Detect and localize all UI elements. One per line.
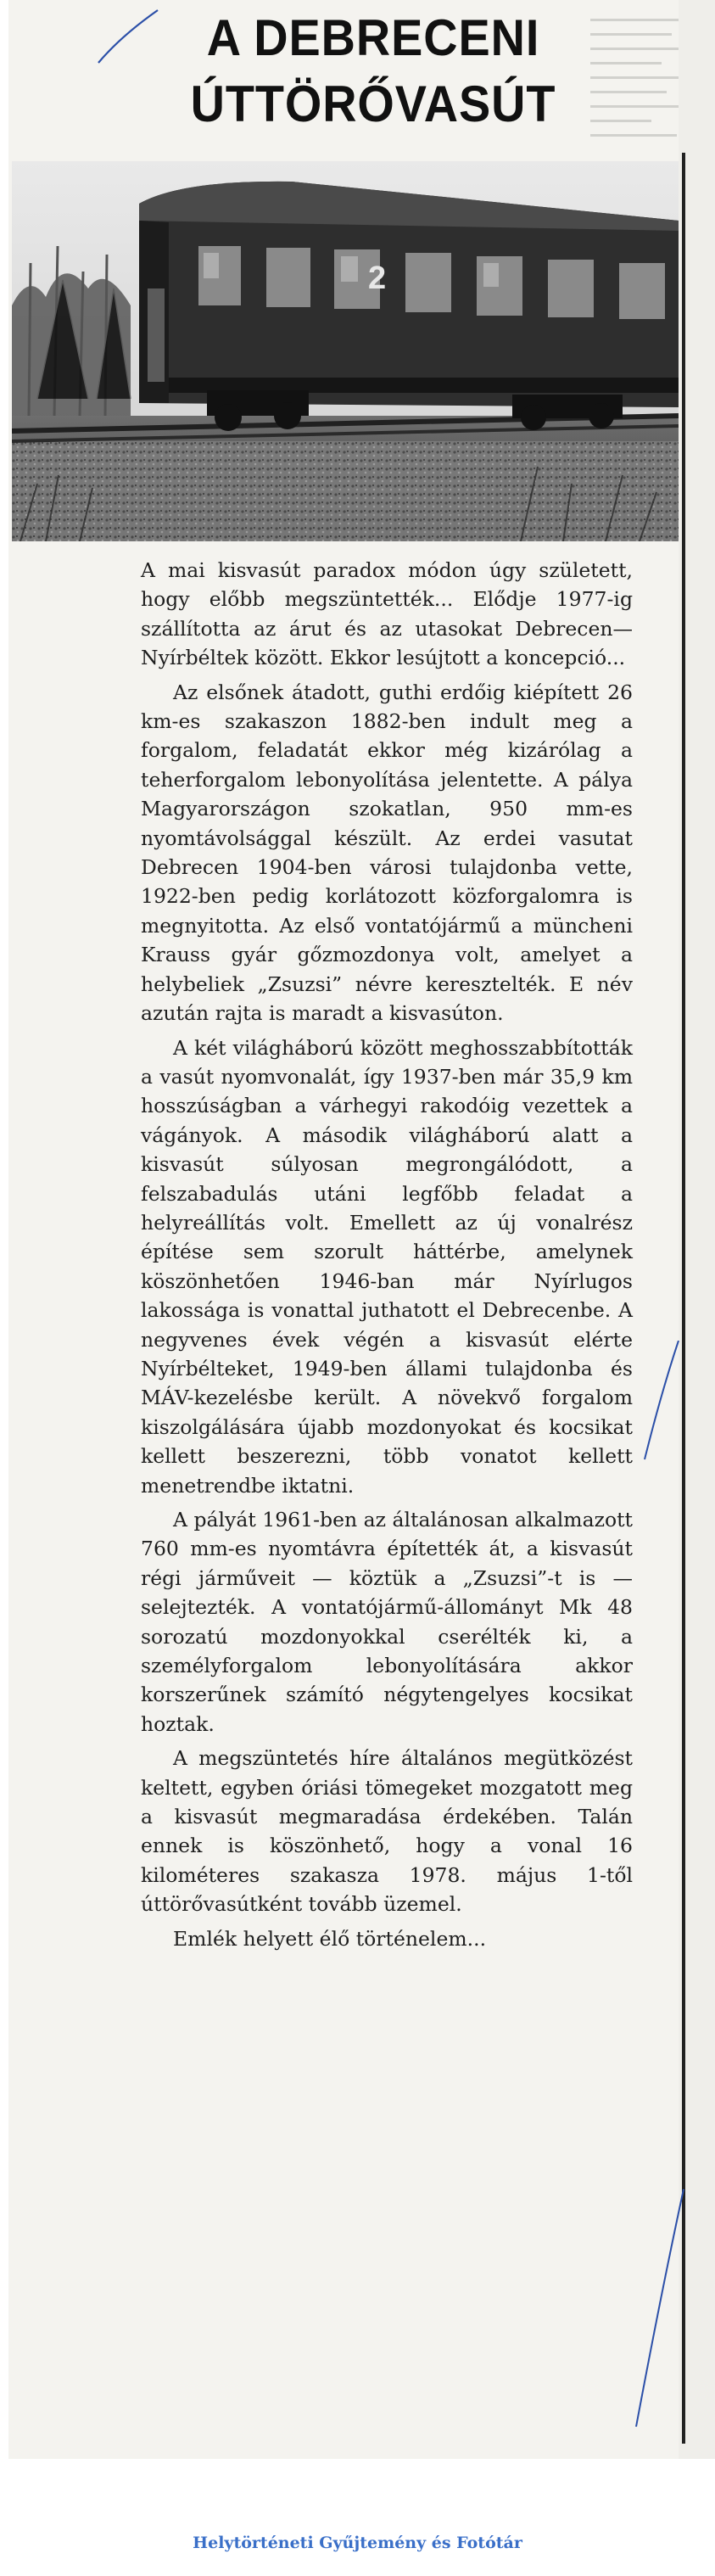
article-paragraph: A pályát 1961-ben az általánosan alkalmazott 760 mm-es nyomtávra építették át, a kisvasút régi járműveit — köztük a „Zsuzsi”-t is — selejtezték. A vontatójármű-állományt Mk 48 sorozatú mozdonyokkal cserélték ki, a személyforgalom lebonyolítására akkor korszerűnek számító négytengelyes kocsikat hoztak. [141,1508,633,1736]
car-number-label: 2 [368,260,387,296]
article-paragraph: A két világháború között meghosszabbították a vasút nyomvonalát, így 1937-ben már 35,9 km hosszúságban a várhegyi rakodóig vezettek a vágányok. A második világháború alatt a kisvasút súlyosan megrongálódott, a felszabadulás utáni legfőbb feladat a helyreállítás volt. Emellett az új vonalrész építése sem szorult háttérbe, amelynek köszönhetően 1946-ban már Nyírlugos lakossága is vonattal juthatott el Debrecenbe. A negyvenes évek végén a kisvasút elérte Nyírbélteket, 1949-ben állami tulajdonba és MÁV-kezelésbe került. A növekvő forgalom kiszolgálására újabb mozdonyokat és kocsikat kellett beszerezni, több vonatot kellett menetrendbe iktatni. [141,1035,633,1498]
pen-annotation-icon [628,1341,687,2435]
article-paragraph: Az elsőnek átadott, guthi erdőig kiépített 26 km-es szakaszon 1882-ben indult meg a forgalom, feladatát ekkor még kizárólag a teherforgalom lebonyolítása jelentette. A pálya Magyarországon szokatlan, 950 mm-es nyomtávolsággal készült. Az erdei vasutat Debrecen 1904-ben városi tulajdonba vette, 1922-ben pedig korlátozott közforgalomra is megnyitotta. Az első vontatójármű a müncheni Krauss gyár gőzmozdonya volt, amelyet a helybeliek „Zsuzsi” névre keresztelték. E név azután rajta is maradt a kisvasúton. [141,680,633,1026]
train-photo [12,161,679,541]
adjacent-column-bleed [590,7,692,151]
article-body [141,556,633,1958]
narrow-gauge-carriage-image [12,161,679,541]
article-paragraph: A megszüntetés híre általános megütközést keltett, egyben óriási tömegeket mozgatott meg a kisvasút megmaradása érdekében. Talán ennek is köszönhető, hogy a vonal 16 kilométeres szakasza 1978. május 1-től úttörővasútként tovább üzemel. [141,1746,633,1917]
article-paragraph: A mai kisvasút paradox módon úgy született, hogy előbb megszüntették... Elődje 1977-ig szállította az árut és az utasokat Debrecen—Nyírbéltek között. Ekkor lesújtott a koncepció... [141,558,633,670]
headline-line-1: A DEBRECENI [206,9,540,66]
article-paragraph: Emlék helyett élő történelem... [173,1926,487,1951]
headline [184,5,562,137]
headline-line-2: ÚTTÖRŐVASÚT [190,76,556,132]
pen-mark-icon [95,7,163,66]
archive-credit: Helytörténeti Gyűjtemény és Fotótár [193,2534,522,2552]
